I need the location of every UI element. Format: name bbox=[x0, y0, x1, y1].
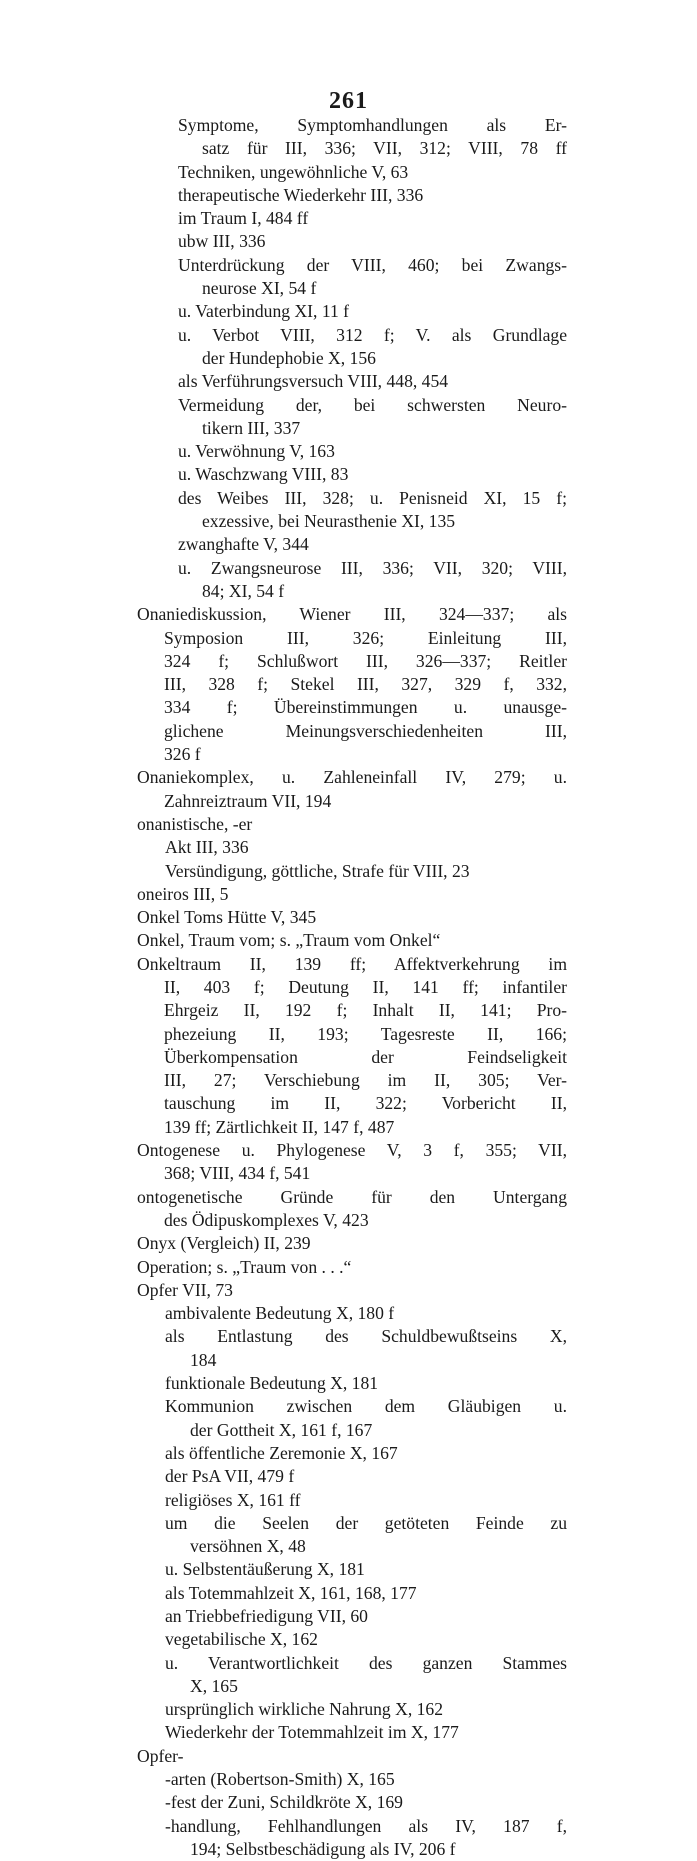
index-line: tikern III, 337 bbox=[202, 417, 301, 438]
index-line: Onkeltraum II, 139 ff; Affektverkehrung im bbox=[137, 953, 567, 974]
index-line: u. Waschzwang VIII, 83 bbox=[178, 464, 349, 485]
index-line: an Triebbefriedigung VII, 60 bbox=[165, 1606, 368, 1626]
index-line: Onkel, Traum vom; s. „Traum vom Onkel“ bbox=[137, 930, 441, 951]
index-line: ubw III, 336 bbox=[178, 231, 266, 252]
index-line: -fest der Zuni, Schildkröte X, 169 bbox=[165, 1792, 403, 1813]
index-line: als Verführungsversuch VIII, 448, 454 bbox=[178, 371, 449, 392]
index-line: des Weibes III, 328; u. Penisneid XI, 15 f; bbox=[178, 487, 567, 508]
index-line: Opfer- bbox=[137, 1745, 184, 1766]
index-line: Onkel Toms Hütte V, 345 bbox=[137, 907, 317, 928]
index-line: der Gottheit X, 161 f, 167 bbox=[190, 1419, 373, 1440]
index-line: versöhnen X, 48 bbox=[190, 1536, 306, 1557]
index-line: u. Selbstentäußerung X, 181 bbox=[165, 1559, 365, 1580]
index-line: 194; Selbstbeschädigung als IV, 206 f bbox=[190, 1838, 456, 1859]
index-line: X, 165 bbox=[190, 1675, 238, 1696]
index-line: u. Verantwortlichkeit des ganzen Stammes bbox=[165, 1652, 567, 1673]
index-line: 139 ff; Zärtlichkeit II, 147 f, 487 bbox=[164, 1116, 395, 1137]
index-line: Opfer VII, 73 bbox=[137, 1279, 233, 1300]
index-line: onanistische, -er bbox=[137, 813, 253, 834]
index-line: als öffentliche Zeremonie X, 167 bbox=[165, 1442, 398, 1463]
index-line: religiöses X, 161 ff bbox=[165, 1489, 301, 1510]
index-line: u. Verbot VIII, 312 f; V. als Grundlage bbox=[178, 324, 567, 345]
index-line: Symposion III, 326; Einleitung III, bbox=[164, 627, 567, 648]
index-line: therapeutische Wiederkehr III, 336 bbox=[178, 184, 424, 205]
index-line: der PsA VII, 479 f bbox=[165, 1466, 295, 1487]
index-line: glichene Meinungsverschiedenheiten III, bbox=[164, 720, 567, 741]
index-line: phezeiung II, 193; Tagesreste II, 166; bbox=[164, 1023, 567, 1044]
index-line: Ontogenese u. Phylogenese V, 3 f, 355; VII, bbox=[137, 1140, 567, 1161]
index-line: um die Seelen der getöteten Feinde zu bbox=[165, 1512, 567, 1533]
index-line: II, 403 f; Deutung II, 141 ff; infantiler bbox=[164, 976, 567, 997]
index-entries bbox=[0, 114, 697, 1861]
index-line: u. Zwangsneurose III, 336; VII, 320; VIII, bbox=[178, 557, 567, 578]
index-line: Versündigung, göttliche, Strafe für VIII, 23 bbox=[165, 860, 470, 881]
index-line: Überkompensation der Feindseligkeit bbox=[164, 1046, 567, 1067]
index-line: der Hundephobie X, 156 bbox=[202, 347, 376, 368]
index-line: Onyx (Vergleich) II, 239 bbox=[137, 1233, 311, 1254]
index-line: 334 f; Übereinstimmungen u. unausge- bbox=[164, 697, 567, 718]
index-line: im Traum I, 484 ff bbox=[178, 208, 309, 229]
index-line: oneiros III, 5 bbox=[137, 883, 229, 904]
index-line: Kommunion zwischen dem Gläubigen u. bbox=[165, 1396, 567, 1417]
index-line: -arten (Robertson-Smith) X, 165 bbox=[165, 1769, 395, 1790]
index-line: u. Vaterbindung XI, 11 f bbox=[178, 301, 350, 322]
index-line: Akt III, 336 bbox=[165, 837, 249, 858]
index-line: 184 bbox=[190, 1349, 217, 1370]
index-line: Symptome, Symptomhandlungen als Er- bbox=[178, 115, 567, 135]
index-line: -handlung, Fehlhandlungen als IV, 187 f, bbox=[165, 1815, 567, 1836]
index-line: 368; VIII, 434 f, 541 bbox=[164, 1163, 311, 1184]
index-line: als Totemmahlzeit X, 161, 168, 177 bbox=[165, 1582, 417, 1603]
index-line: Unterdrückung der VIII, 460; bei Zwangs- bbox=[178, 254, 567, 275]
index-line: Techniken, ungewöhnliche V, 63 bbox=[178, 161, 409, 182]
index-line: Wiederkehr der Totemmahlzeit im X, 177 bbox=[165, 1722, 459, 1743]
index-line: Onaniediskussion, Wiener III, 324—337; als bbox=[137, 604, 567, 625]
index-line: III, 27; Verschiebung im II, 305; Ver- bbox=[164, 1070, 567, 1091]
index-line: Onaniekomplex, u. Zahleneinfall IV, 279; u. bbox=[137, 767, 567, 788]
index-line: u. Verwöhnung V, 163 bbox=[178, 441, 335, 462]
index-line: Operation; s. „Traum von . . .“ bbox=[137, 1256, 352, 1277]
index-line: 324 f; Schlußwort III, 326—337; Reitler bbox=[164, 650, 567, 671]
index-line: Ehrgeiz II, 192 f; Inhalt II, 141; Pro- bbox=[164, 1000, 567, 1021]
index-line: ontogenetische Gründe für den Untergang bbox=[137, 1186, 567, 1207]
index-line: satz für III, 336; VII, 312; VIII, 78 ff bbox=[202, 138, 567, 159]
index-line: III, 328 f; Stekel III, 327, 329 f, 332, bbox=[164, 674, 567, 695]
index-line: des Ödipuskomplexes V, 423 bbox=[164, 1209, 369, 1230]
index-line: ambivalente Bedeutung X, 180 f bbox=[165, 1303, 395, 1324]
index-line: 326 f bbox=[164, 744, 201, 765]
index-line: tauschung im II, 322; Vorbericht II, bbox=[164, 1093, 567, 1114]
index-line: funktionale Bedeutung X, 181 bbox=[165, 1373, 379, 1394]
index-line: als Entlastung des Schuldbewußtseins X, bbox=[165, 1326, 567, 1347]
index-line: Vermeidung der, bei schwersten Neuro- bbox=[178, 394, 567, 415]
index-line: zwanghafte V, 344 bbox=[178, 534, 309, 555]
index-line: ursprünglich wirkliche Nahrung X, 162 bbox=[165, 1699, 444, 1720]
index-line: Zahnreiztraum VII, 194 bbox=[164, 790, 332, 811]
index-line: vegetabilische X, 162 bbox=[165, 1629, 318, 1650]
index-line: 84; XI, 54 f bbox=[202, 580, 285, 601]
index-line: neurose XI, 54 f bbox=[202, 278, 317, 299]
index-line: exzessive, bei Neurasthenie XI, 135 bbox=[202, 511, 456, 532]
page-number: 261 bbox=[329, 88, 368, 114]
